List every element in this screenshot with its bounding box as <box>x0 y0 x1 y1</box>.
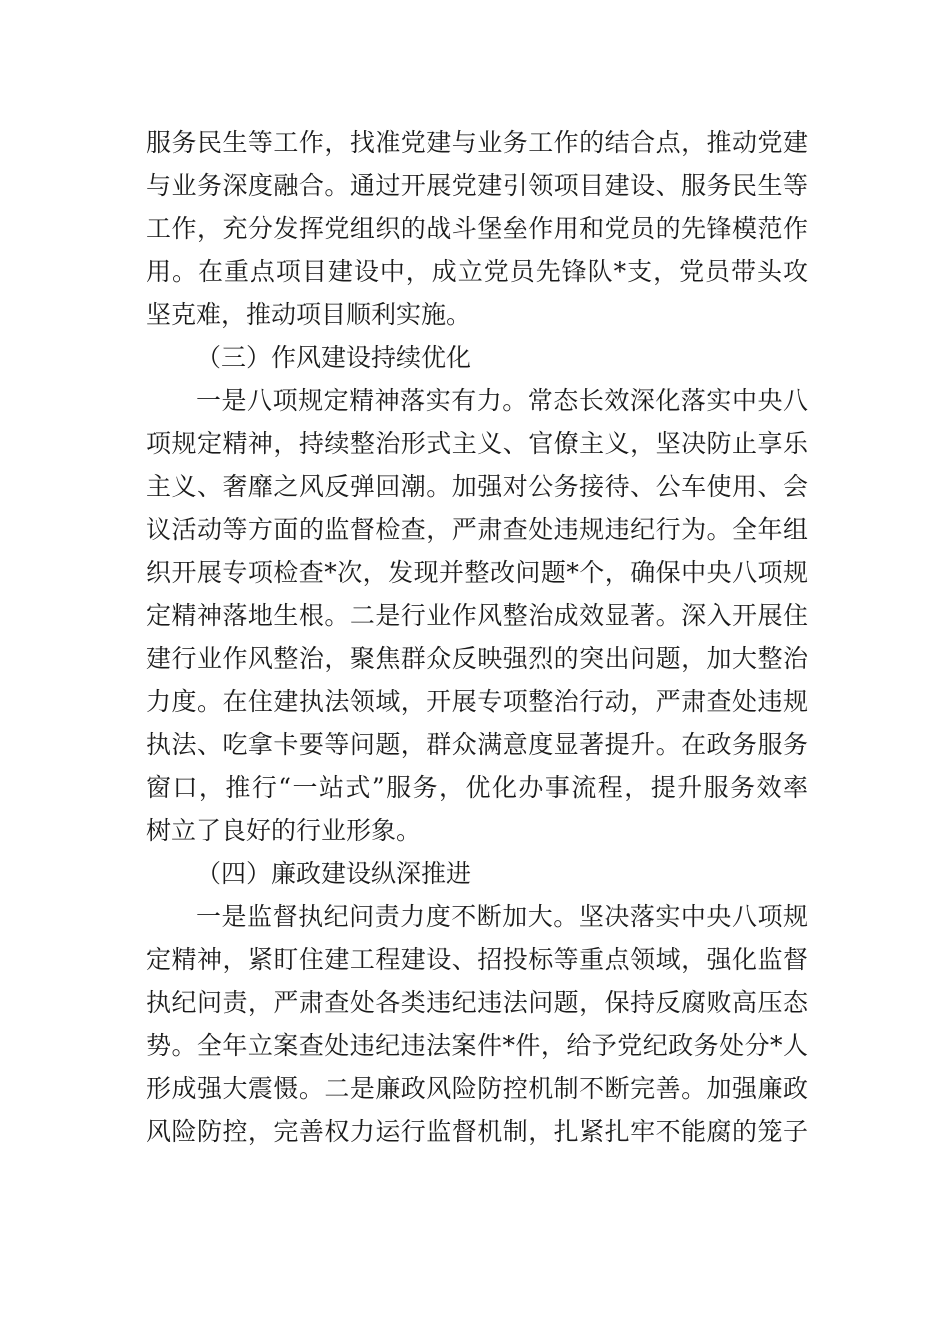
paragraph-line: 一是八项规定精神落实有力。常态长效深化落实中央八 <box>196 386 808 415</box>
paragraph-line: 定精神落地生根。二是行业作风整治成效显著。深入开展住 <box>146 601 808 630</box>
section-heading: （四）廉政建设纵深推进 <box>196 859 472 888</box>
paragraph-line: 形成强大震慑。二是廉政风险防控机制不断完善。加强廉政 <box>146 1074 808 1103</box>
paragraph-line: 坚克难，推动项目顺利实施。 <box>146 300 472 329</box>
paragraph-line: 工作，充分发挥党组织的战斗堡垒作用和党员的先锋模范作 <box>146 214 808 243</box>
paragraph-line: 服务民生等工作，找准党建与业务工作的结合点，推动党建 <box>146 128 808 157</box>
paragraph-line: 主义、奢靡之风反弹回潮。加强对公务接待、公车使用、会 <box>146 472 808 501</box>
paragraph-line: 项规定精神，持续整治形式主义、官僚主义，坚决防止享乐 <box>146 429 808 458</box>
paragraph-line: 议活动等方面的监督检查，严肃查处违规违纪行为。全年组 <box>146 515 808 544</box>
paragraph-line: 力度。在住建执法领域，开展专项整治行动，严肃查处违规 <box>146 687 808 716</box>
paragraph-line: 风险防控，完善权力运行监督机制，扎紧扎牢不能腐的笼子 <box>146 1117 808 1146</box>
paragraph-line: 执纪问责，严肃查处各类违纪违法问题，保持反腐败高压态 <box>146 988 808 1017</box>
paragraph-line: 树立了良好的行业形象。 <box>146 816 422 845</box>
paragraph-line: 定精神，紧盯住建工程建设、招投标等重点领域，强化监督 <box>146 945 808 974</box>
paragraph-line: 建行业作风整治，聚焦群众反映强烈的突出问题，加大整治 <box>146 644 808 673</box>
section-heading: （三）作风建设持续优化 <box>196 343 472 372</box>
paragraph-line: 织开展专项检查*次，发现并整改问题*个，确保中央八项规 <box>146 558 808 587</box>
paragraph-line: 用。在重点项目建设中，成立党员先锋队*支，党员带头攻 <box>146 257 808 286</box>
paragraph-line: 执法、吃拿卡要等问题，群众满意度显著提升。在政务服务 <box>146 730 808 759</box>
paragraph-line: 与业务深度融合。通过开展党建引领项目建设、服务民生等 <box>146 171 808 200</box>
paragraph-line: 势。全年立案查处违纪违法案件*件，给予党纪政务处分*人 <box>146 1031 808 1060</box>
paragraph-line: 窗口，推行“一站式”服务，优化办事流程，提升服务效率 <box>146 773 808 802</box>
paragraph-line: 一是监督执纪问责力度不断加大。坚决落实中央八项规 <box>196 902 808 931</box>
